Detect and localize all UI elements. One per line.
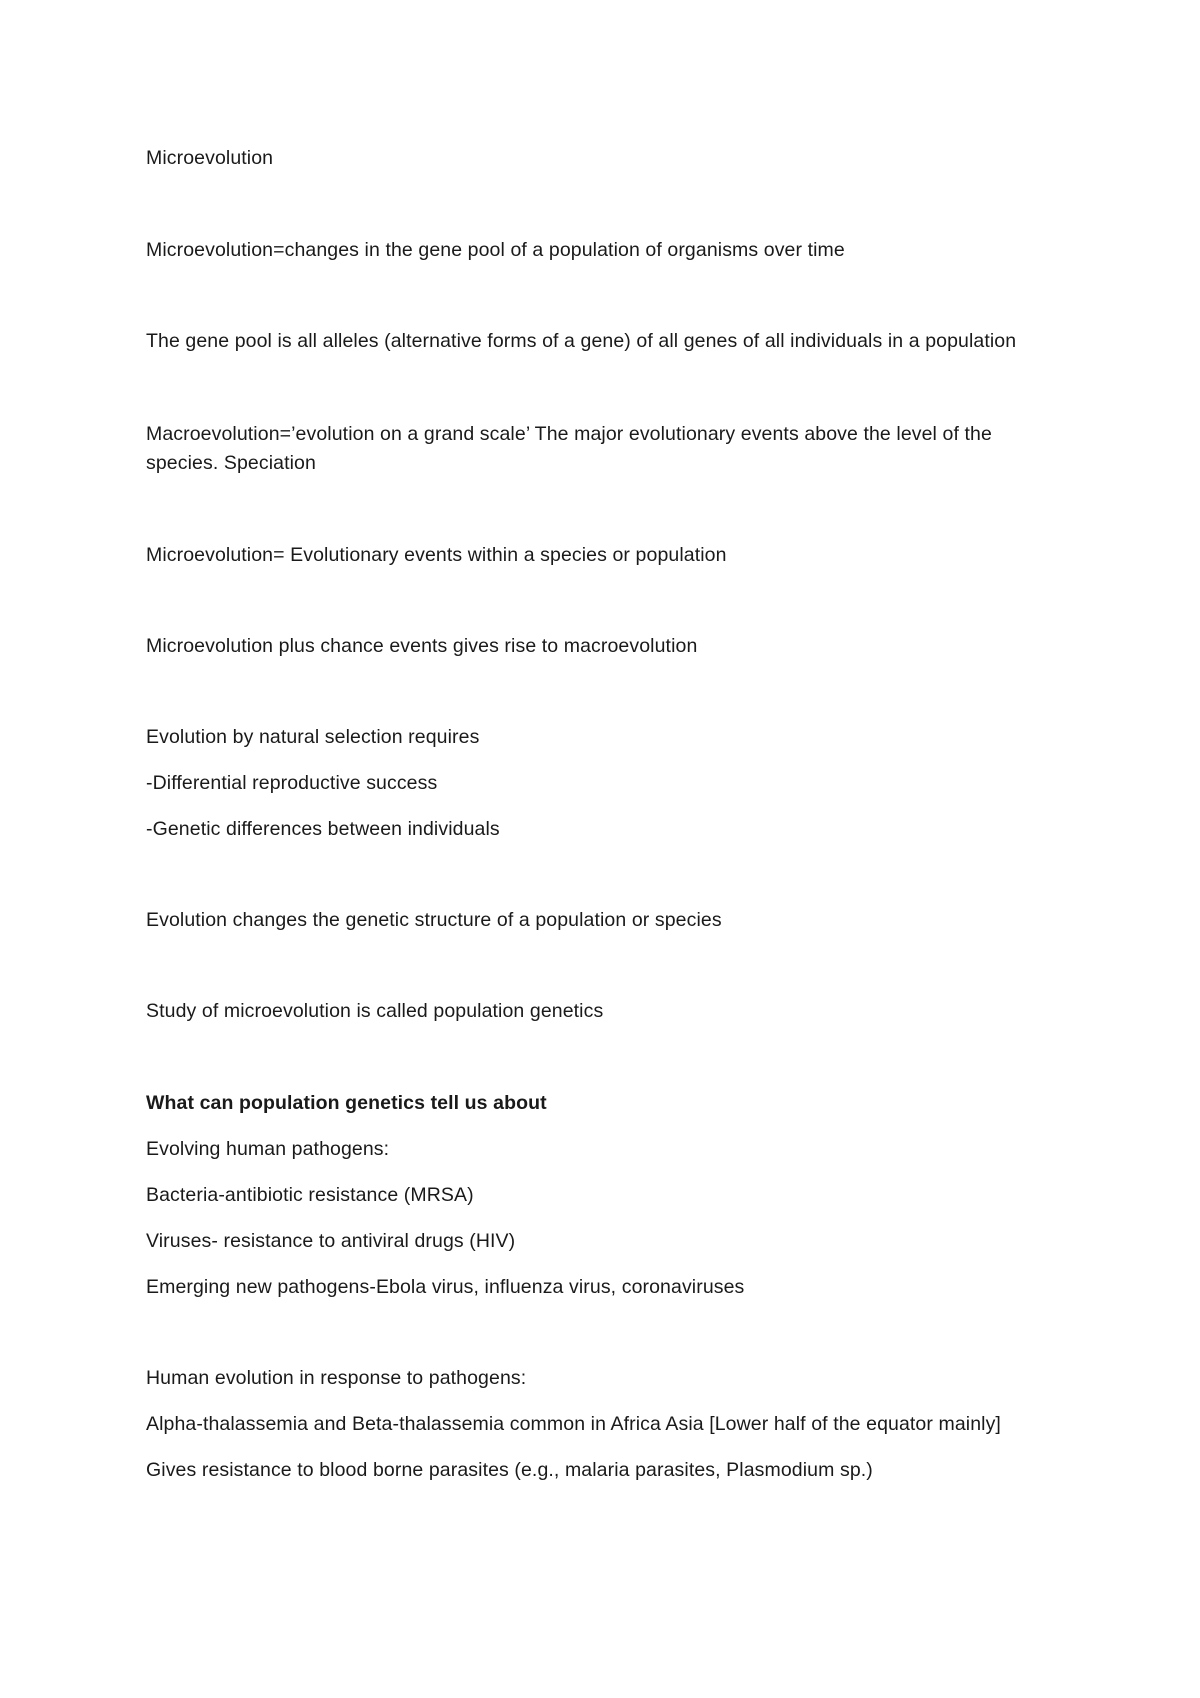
list-item-reproductive-success: -Differential reproductive success [146, 772, 438, 794]
section-heading: What can population genetics tell us about [146, 1092, 547, 1114]
paragraph-thalassemia: Alpha-thalassemia and Beta-thalassemia common in Africa Asia [Lower half of the equator mainly] [146, 1413, 1001, 1435]
paragraph-microevolution-events: Microevolution= Evolutionary events within a species or population [146, 544, 727, 566]
list-item-genetic-differences: -Genetic differences between individuals [146, 818, 500, 840]
paragraph-viruses: Viruses- resistance to antiviral drugs (HIV) [146, 1230, 516, 1252]
paragraph-chance-events: Microevolution plus chance events gives rise to macroevolution [146, 635, 698, 657]
paragraph-emerging-pathogens: Emerging new pathogens-Ebola virus, influenza virus, coronaviruses [146, 1276, 745, 1298]
paragraph-population-genetics: Study of microevolution is called population genetics [146, 1000, 604, 1022]
paragraph-macroevolution: Macroevolution=’evolution on a grand scale’ The major evolutionary events above the level of the species. Speciation [146, 423, 992, 474]
paragraph-microevolution-definition: Microevolution=changes in the gene pool of a population of organisms over time [146, 239, 845, 261]
paragraph-parasite-resistance: Gives resistance to blood borne parasites (e.g., malaria parasites, Plasmodium sp.) [146, 1459, 873, 1481]
paragraph-gene-pool: The gene pool is all alleles (alternative forms of a gene) of all genes of all individuals in a population [146, 330, 1017, 352]
paragraph-natural-selection: Evolution by natural selection requires [146, 726, 480, 748]
paragraph-genetic-structure: Evolution changes the genetic structure of a population or species [146, 909, 722, 931]
paragraph-human-evolution: Human evolution in response to pathogens: [146, 1367, 527, 1389]
paragraph-evolving-pathogens: Evolving human pathogens: [146, 1138, 390, 1160]
paragraph-bacteria: Bacteria-antibiotic resistance (MRSA) [146, 1184, 474, 1206]
document-title: Microevolution [146, 147, 274, 169]
